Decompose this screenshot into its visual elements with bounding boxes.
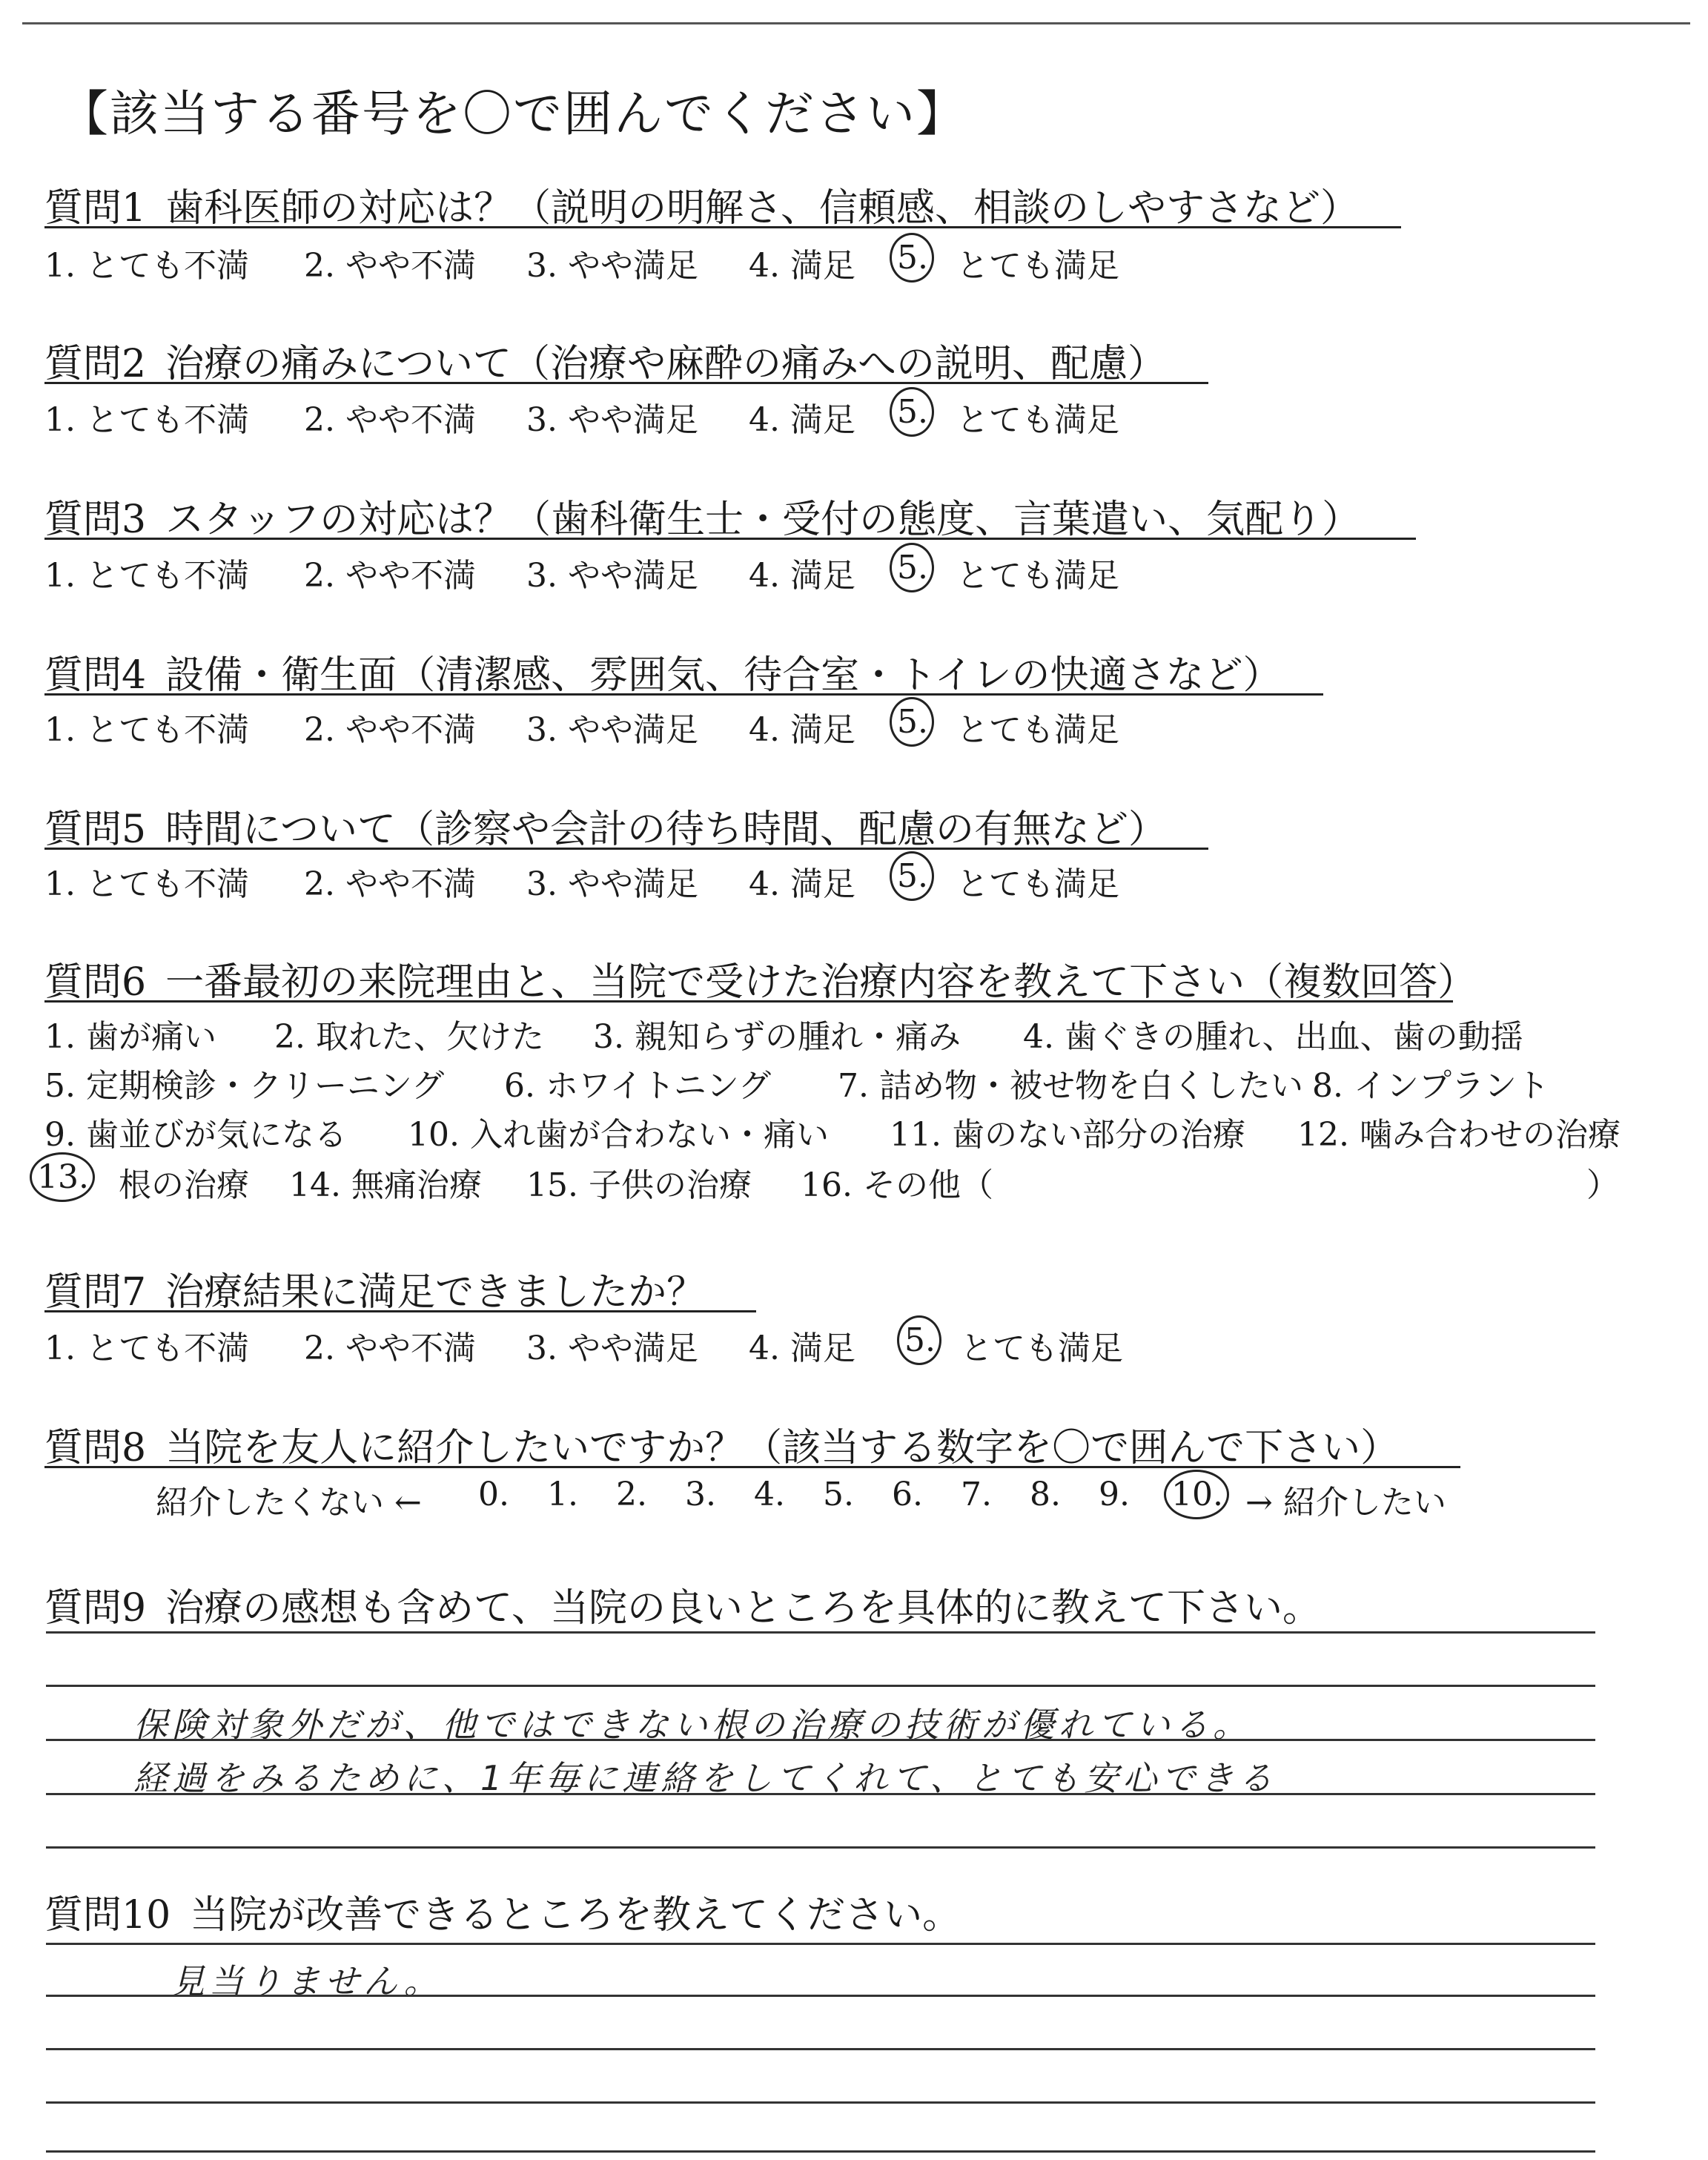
question-7-underline: [44, 1310, 756, 1312]
option-4[interactable]: 4. 満足: [749, 1330, 855, 1367]
question-1-label: 質問1: [44, 186, 147, 231]
score-5[interactable]: 5.: [823, 1476, 854, 1513]
question-2-label: 質問2: [44, 342, 147, 386]
question-9-heading: [44, 1576, 1321, 1632]
score-4[interactable]: 4.: [754, 1476, 785, 1513]
question-3-label: 質問3: [44, 498, 147, 542]
question-4-underline: [44, 693, 1323, 696]
question-8-text: 当院を友人に紹介したいですか？（該当する数字を〇で囲んで下さい）: [165, 1426, 1400, 1470]
answer-line: [46, 1631, 1595, 1634]
option-2[interactable]: 2. やや不満: [304, 865, 476, 903]
scale-right-label: → 紹介したい: [1245, 1484, 1446, 1522]
option-4[interactable]: 4. 満足: [749, 865, 855, 903]
option-1[interactable]: 1. とても不満: [44, 1330, 249, 1367]
question-8-heading: [44, 1416, 1399, 1472]
question-6-row-4: [37, 1158, 1619, 1204]
option-4[interactable]: 4. 満足: [749, 711, 855, 749]
question-10-answer-line-1[interactable]: 見当りません。: [171, 1961, 443, 2001]
score-1[interactable]: 1.: [547, 1476, 578, 1513]
option-2[interactable]: 2. やや不満: [304, 711, 476, 749]
option-5-circled[interactable]: 5.: [897, 393, 928, 431]
reason-10[interactable]: 10. 入れ歯が合わない・痛い: [408, 1116, 829, 1154]
question-7-heading: [44, 1261, 705, 1316]
option-2[interactable]: 2. やや不満: [304, 247, 476, 285]
answer-line: [46, 1739, 1595, 1741]
option-1[interactable]: 1. とても不満: [44, 557, 249, 595]
question-6-underline: [44, 1000, 1453, 1003]
answer-line: [46, 2048, 1595, 2050]
question-6-text: 一番最初の来院理由と、当院で受けた治療内容を教えて下さい（複数回答）: [165, 960, 1477, 1005]
question-9-answer-line-2[interactable]: 経過をみるために、1年毎に連絡をしてくれて、とても安心できる: [133, 1758, 1277, 1798]
question-4-options: [44, 703, 1119, 749]
score-3[interactable]: 3.: [685, 1476, 716, 1513]
option-2[interactable]: 2. やや不満: [304, 401, 476, 439]
option-5-circled[interactable]: 5.: [897, 239, 928, 277]
answer-line: [46, 1685, 1595, 1687]
answer-line: [46, 1943, 1595, 1945]
option-5-label: とても満足: [956, 401, 1119, 439]
question-3-heading: [44, 488, 1360, 544]
reason-9[interactable]: 9. 歯並びが気になる: [44, 1116, 347, 1154]
answer-line: [46, 1846, 1595, 1849]
option-5-label: とても満足: [960, 1330, 1123, 1367]
option-3[interactable]: 3. やや満足: [526, 865, 698, 903]
option-3[interactable]: 3. やや満足: [526, 1330, 698, 1367]
reason-6[interactable]: 6. ホワイトニング: [504, 1067, 772, 1105]
option-1[interactable]: 1. とても不満: [44, 711, 249, 749]
question-1-options: [44, 239, 1119, 285]
reason-11[interactable]: 11. 歯のない部分の治療: [890, 1116, 1245, 1154]
question-9-answer-line-1[interactable]: 保険対象外だが、他ではできない根の治療の技術が優れている。: [133, 1705, 1251, 1745]
question-3-text: スタッフの対応は？（歯科衛生士・受付の態度、言葉遣い、気配り）: [165, 498, 1361, 542]
reason-5[interactable]: 5. 定期検診・クリーニング: [44, 1067, 445, 1105]
answer-line: [46, 1793, 1595, 1795]
question-2-text: 治療の痛みについて（治療や麻酔の痛みへの説明、配慮）: [165, 342, 1167, 386]
option-4[interactable]: 4. 満足: [749, 401, 855, 439]
option-5-label: とても満足: [956, 247, 1119, 285]
option-2[interactable]: 2. やや不満: [304, 557, 476, 595]
option-1[interactable]: 1. とても不満: [44, 401, 249, 439]
answer-line: [46, 2101, 1595, 2104]
reason-1[interactable]: 1. 歯が痛い: [44, 1018, 216, 1056]
question-2-options: [44, 393, 1119, 439]
reason-12[interactable]: 12. 噛み合わせの治療: [1297, 1116, 1621, 1154]
question-5-label: 質問5: [44, 807, 147, 852]
question-3-options: [44, 549, 1119, 595]
option-3[interactable]: 3. やや満足: [526, 557, 698, 595]
reason-13-circled[interactable]: 13.: [37, 1158, 89, 1196]
question-4-heading: [44, 644, 1282, 699]
option-3[interactable]: 3. やや満足: [526, 247, 698, 285]
question-5-text: 時間について（診察や会計の待ち時間、配慮の有無など）: [165, 807, 1168, 852]
score-8[interactable]: 8.: [1030, 1476, 1061, 1513]
score-2[interactable]: 2.: [616, 1476, 647, 1513]
option-4[interactable]: 4. 満足: [749, 557, 855, 595]
question-9-text: 治療の感想も含めて、当院の良いところを具体的に教えて下さい。: [165, 1586, 1322, 1631]
reason-3[interactable]: 3. 親知らずの腫れ・痛み: [593, 1018, 961, 1056]
option-3[interactable]: 3. やや満足: [526, 401, 698, 439]
score-7[interactable]: 7.: [961, 1476, 992, 1513]
score-0[interactable]: 0.: [478, 1476, 509, 1513]
score-10-circled[interactable]: 10.: [1171, 1476, 1223, 1513]
question-4-text: 設備・衛生面（清潔感、雰囲気、待合室・トイレの快適さなど）: [165, 653, 1282, 698]
answer-line: [46, 1995, 1595, 1997]
question-1-text: 歯科医師の対応は？（説明の明解さ、信頼感、相談のしやすさなど）: [165, 186, 1360, 231]
question-10-label: 質問10: [44, 1893, 171, 1938]
option-5-label: とても満足: [956, 865, 1119, 903]
option-5-circled[interactable]: 5.: [904, 1321, 936, 1359]
reason-4[interactable]: 4. 歯ぐきの腫れ、出血、歯の動揺: [1023, 1018, 1523, 1056]
option-5-circled[interactable]: 5.: [897, 703, 928, 741]
question-4-label: 質問4: [44, 653, 147, 698]
question-5-options: [44, 857, 1119, 903]
answer-line: [46, 2150, 1595, 2153]
question-3-underline: [44, 538, 1416, 540]
option-1[interactable]: 1. とても不満: [44, 865, 249, 903]
reason-8[interactable]: 8. インプラント: [1312, 1067, 1549, 1105]
top-border: [22, 22, 1690, 24]
option-3[interactable]: 3. やや満足: [526, 711, 698, 749]
question-1-underline: [44, 226, 1401, 228]
question-7-options: [44, 1321, 1123, 1367]
question-6-heading: [44, 951, 1476, 1006]
option-1[interactable]: 1. とても不満: [44, 247, 249, 285]
question-1-heading: [44, 176, 1359, 232]
question-10-text: 当院が改善できるところを教えてください。: [190, 1893, 961, 1938]
option-5-label: とても満足: [956, 711, 1119, 749]
question-8-underline: [44, 1466, 1460, 1468]
question-6-label: 質問6: [44, 960, 147, 1005]
option-5-label: とても満足: [956, 557, 1119, 595]
reason-7[interactable]: 7. 詰め物・被せ物を白くしたい: [838, 1067, 1303, 1105]
question-8-scale: [44, 1476, 1446, 1522]
question-2-heading: [44, 332, 1166, 388]
question-5-heading: [44, 798, 1167, 853]
question-7-text: 治療結果に満足できましたか？: [165, 1270, 706, 1315]
question-7-label: 質問7: [44, 1270, 147, 1315]
reason-14[interactable]: 14. 無痛治療: [289, 1166, 482, 1204]
question-9-label: 質問9: [44, 1586, 147, 1631]
reason-15[interactable]: 15. 子供の治療: [526, 1166, 752, 1204]
option-4[interactable]: 4. 満足: [749, 247, 855, 285]
question-5-underline: [44, 848, 1208, 850]
page-title: 【該当する番号を〇で囲んでください】: [59, 85, 967, 142]
score-9[interactable]: 9.: [1099, 1476, 1130, 1513]
question-2-underline: [44, 382, 1208, 384]
reason-2[interactable]: 2. 取れた、欠けた: [274, 1018, 544, 1056]
option-5-circled[interactable]: 5.: [897, 549, 928, 587]
reason-16-close-paren: ）: [1586, 1166, 1619, 1204]
option-5-circled[interactable]: 5.: [897, 857, 928, 895]
score-6[interactable]: 6.: [892, 1476, 923, 1513]
reason-16[interactable]: 16. その他（: [801, 1166, 993, 1204]
scale-left-label: 紹介したくない ←: [156, 1484, 422, 1522]
question-8-label: 質問8: [44, 1426, 147, 1470]
option-2[interactable]: 2. やや不満: [304, 1330, 476, 1367]
reason-13-label: 根の治療: [119, 1166, 249, 1204]
question-10-heading: [44, 1883, 961, 1939]
